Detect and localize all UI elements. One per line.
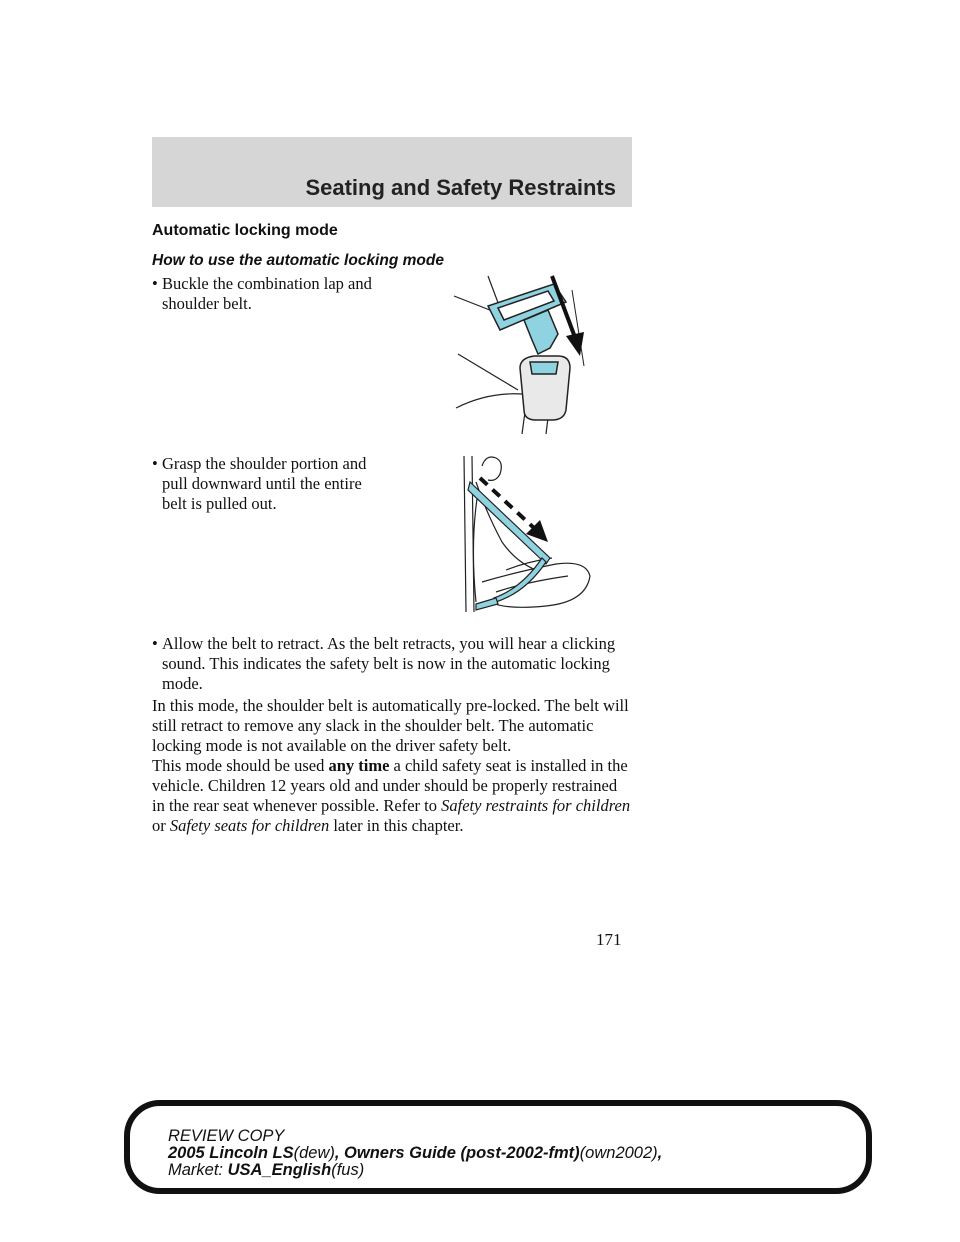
text-run: a child safety seat is installed in the vehicle. Children 12 years old and under should be properly restrained in the rear seat whenever possible. Refer to xyxy=(152,756,628,815)
header-band xyxy=(152,137,632,207)
reference-safety-restraints: Safety restraints for children xyxy=(441,796,631,815)
buckle-illustration xyxy=(448,270,598,440)
bullet-icon: • xyxy=(152,454,158,473)
footer-text xyxy=(168,1128,662,1179)
paragraph-prelocked: In this mode, the shoulder belt is automatically pre-locked. The belt will still retract to remove any slack in the shoulder belt. The automatic locking mode is not available on the driver safety belt. xyxy=(152,696,629,755)
bullet-icon: • xyxy=(152,634,158,653)
section-subheading: How to use the automatic locking mode xyxy=(152,252,444,269)
bullet-item-3 xyxy=(152,634,632,694)
footer-line-model: 2005 Lincoln LS(dew), Owners Guide (post-2002-fmt)(own2002), xyxy=(168,1144,663,1162)
footer-line-review: REVIEW COPY xyxy=(168,1127,285,1145)
emphasis-any-time: any time xyxy=(328,756,390,775)
text-run: or xyxy=(152,816,170,835)
bullet-item-1 xyxy=(152,274,387,314)
arrow-down-icon xyxy=(552,276,584,356)
bullet-icon: • xyxy=(152,274,158,293)
page-header-title: Seating and Safety Restraints xyxy=(305,175,616,200)
bullet-text: Allow the belt to retract. As the belt retracts, you will hear a clicking sound. This indicates the safety belt is now in the automatic locking mode. xyxy=(162,634,616,693)
seat-belt-pull-illustration xyxy=(456,452,596,622)
main-content xyxy=(152,218,632,835)
reference-safety-seats: Safety seats for children xyxy=(169,816,330,835)
page-number: 171 xyxy=(596,930,622,949)
footer-guide: , Owners Guide (post-2002-fmt) xyxy=(334,1144,580,1162)
bullet-text: Buckle the combination lap and shoulder belt. xyxy=(162,274,372,313)
footer-market-code: (fus) xyxy=(331,1161,365,1179)
footer-model-code: (dew) xyxy=(293,1144,335,1162)
footer-guide-code: (own2002) xyxy=(579,1144,658,1162)
bullet-text: Grasp the shoulder portion and pull downward until the entire belt is pulled out. xyxy=(162,454,367,513)
text-run: later in this chapter. xyxy=(329,816,464,835)
review-copy-footer xyxy=(124,1100,872,1194)
footer-line-market xyxy=(168,1162,662,1179)
paragraph-child-seat xyxy=(152,756,632,836)
section-heading: Automatic locking mode xyxy=(152,222,338,239)
footer-market: USA_English xyxy=(227,1161,332,1179)
bullet-item-2 xyxy=(152,454,387,514)
footer-model: 2005 Lincoln LS xyxy=(168,1144,294,1162)
text-run: This mode should be used xyxy=(152,756,329,775)
footer-market-label: Market: xyxy=(168,1161,224,1179)
